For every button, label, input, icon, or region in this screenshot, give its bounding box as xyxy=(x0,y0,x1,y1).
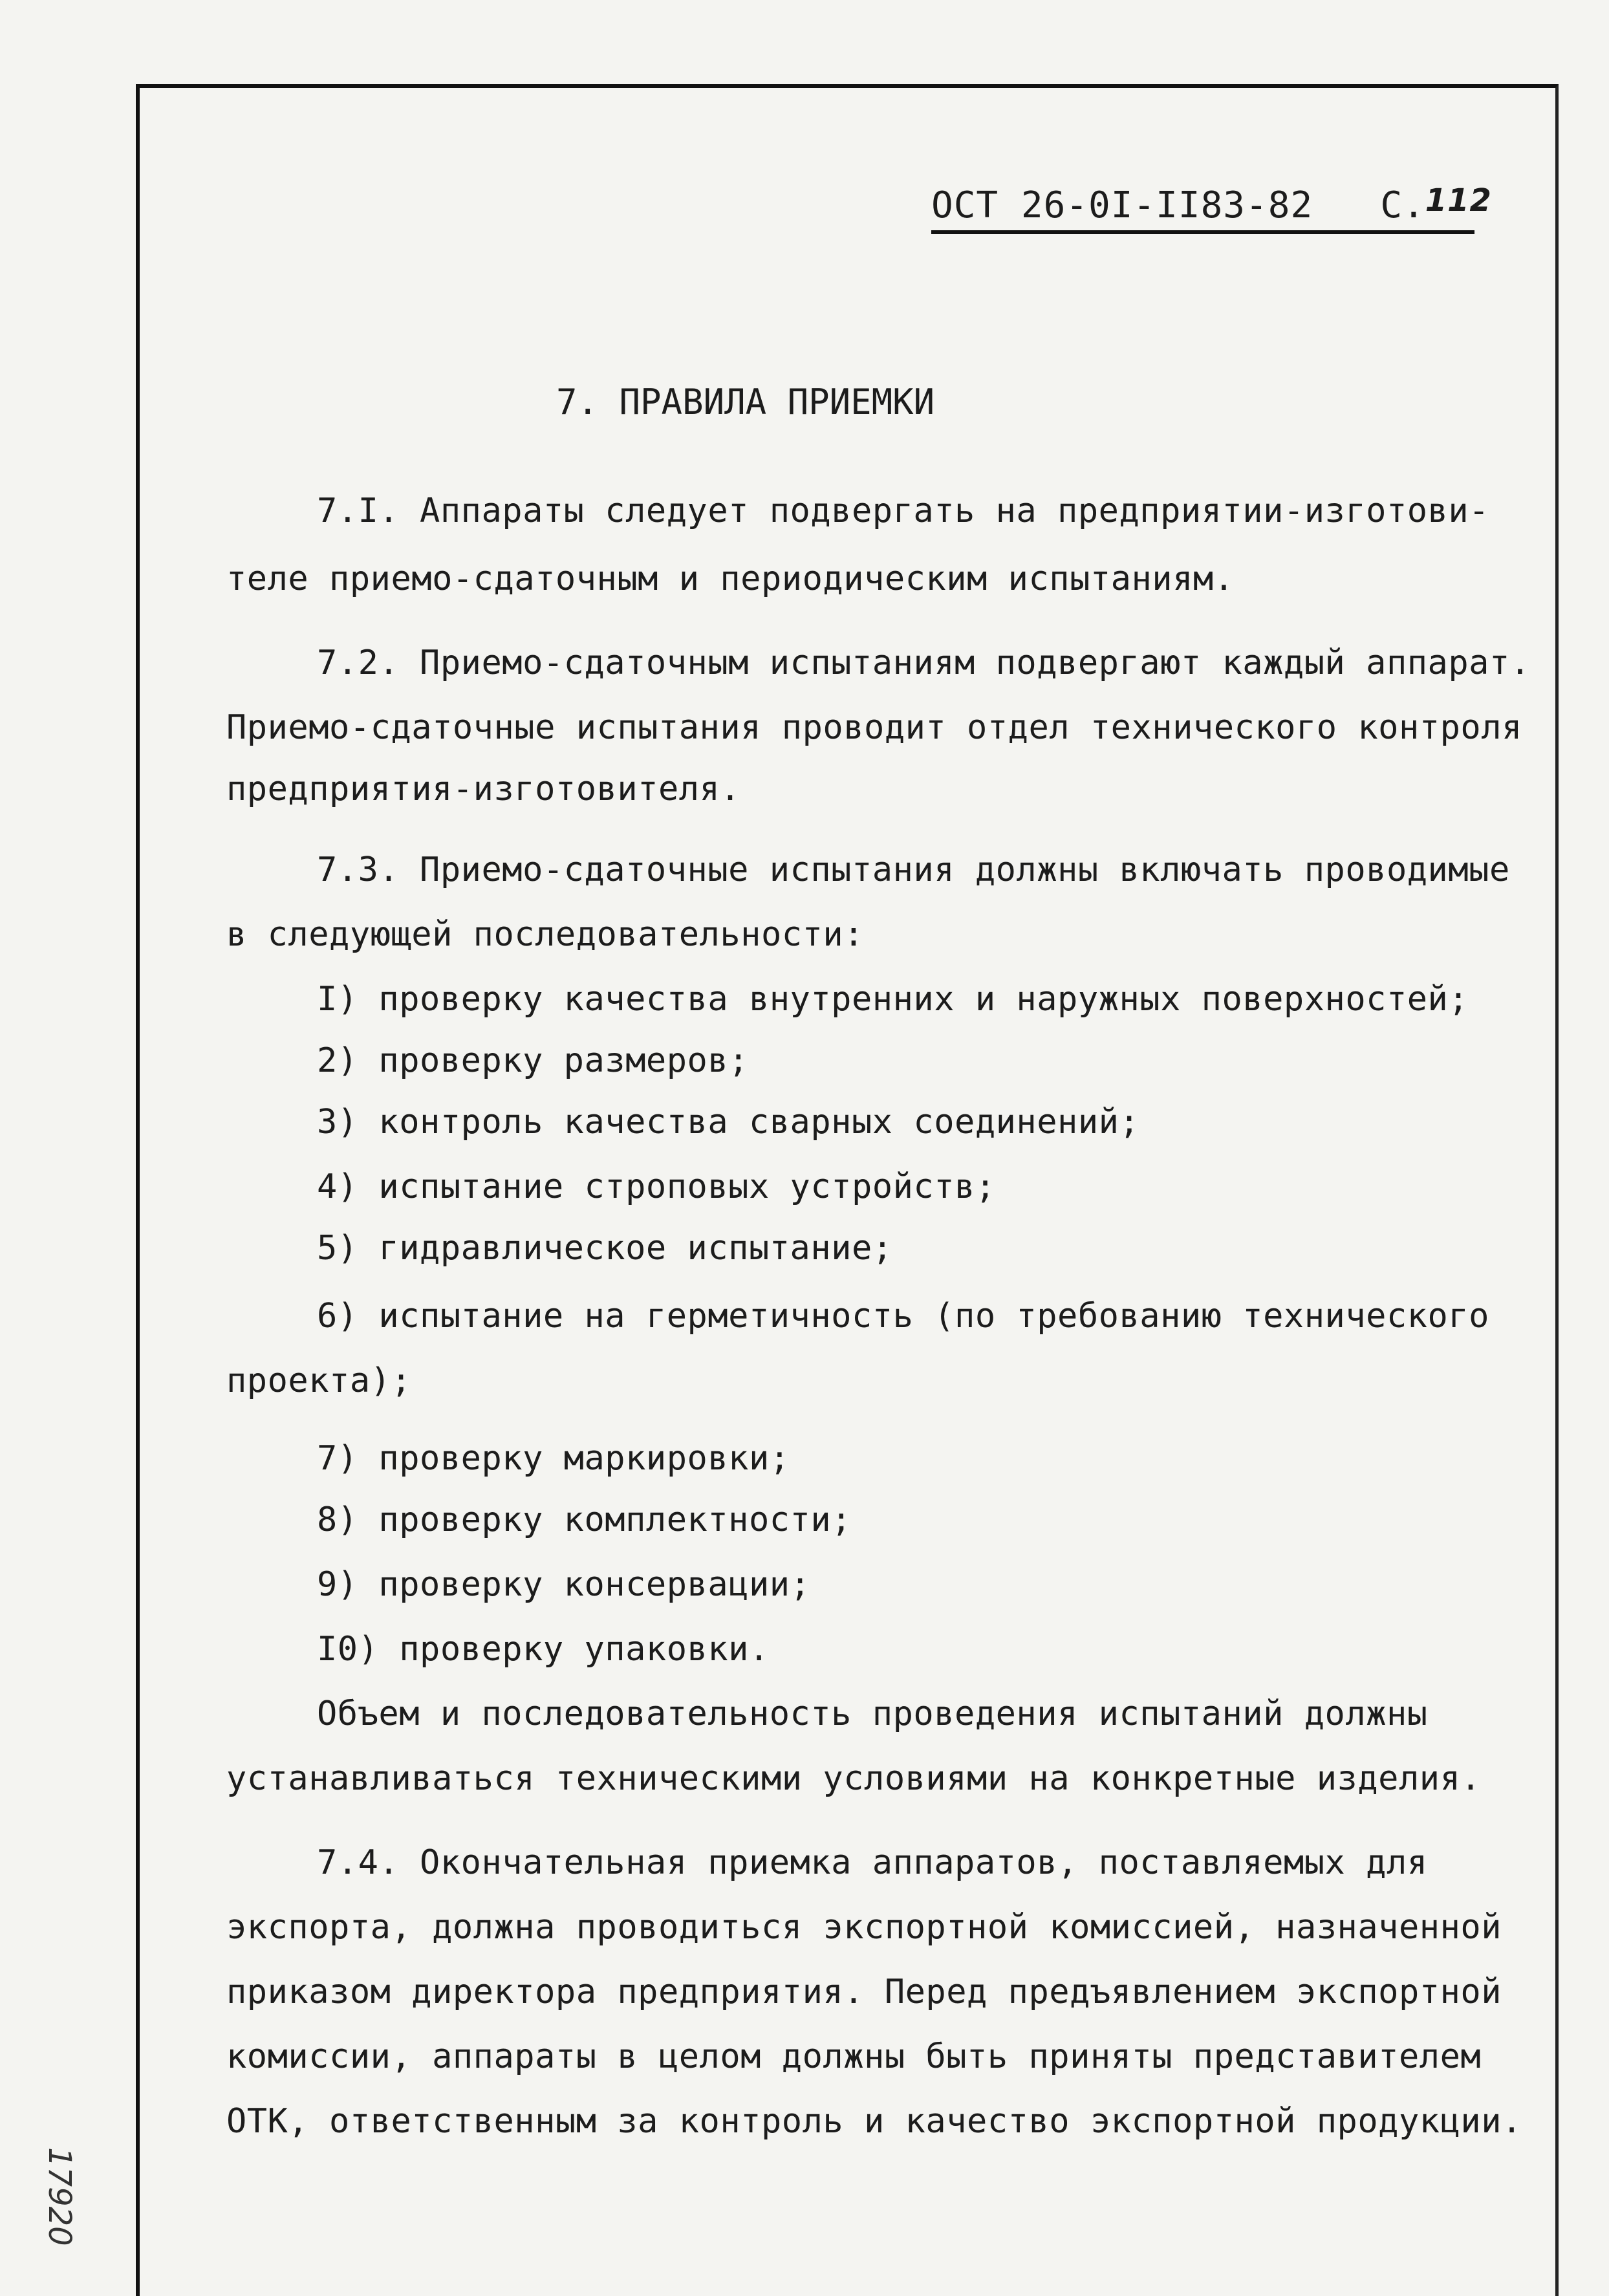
text-line: 7.3. Приемо-сдаточные испытания должны включать проводимые xyxy=(317,850,1510,889)
margin-note: 17920 xyxy=(41,2147,78,2246)
list-item: 3) контроль качества сварных соединений; xyxy=(317,1103,1140,1142)
text-line: ОТК, ответственным за контроль и качество экспортной продукции. xyxy=(226,2102,1522,2141)
list-item: 8) проверку комплектности; xyxy=(317,1500,852,1539)
list-item: I) проверку качества внутренних и наружных поверхностей; xyxy=(317,980,1469,1019)
list-item: 4) испытание строповых устройств; xyxy=(317,1167,996,1206)
text-line: устанавливаться техническими условиями на конкретные изделия. xyxy=(226,1759,1482,1798)
text-line: экспорта, должна проводиться экспортной комиссией, назначенной xyxy=(226,1908,1502,1947)
page-number: 112 xyxy=(1425,182,1492,219)
text-line: предприятия-изготовителя. xyxy=(226,770,741,808)
text-line: комиссии, аппараты в целом должны быть приняты представителем xyxy=(226,2037,1482,2076)
text-line: в следующей последовательности: xyxy=(226,915,865,954)
section-title: 7. ПРАВИЛА ПРИЕМКИ xyxy=(556,382,935,422)
text-line: теле приемо-сдаточным и периодическим испытаниям. xyxy=(226,559,1235,598)
page-prefix: С. xyxy=(1380,184,1425,226)
list-item: 9) проверку консервации; xyxy=(317,1565,811,1604)
list-item: проекта); xyxy=(226,1361,412,1400)
text-line: 7.4. Окончательная приемка аппаратов, поставляемых для xyxy=(317,1843,1428,1882)
text-line: 7.2. Приемо-сдаточным испытаниям подвергают каждый аппарат. xyxy=(317,644,1531,682)
text-line: Приемо-сдаточные испытания проводит отдел технического контроля xyxy=(226,708,1522,747)
list-item: 7) проверку маркировки; xyxy=(317,1439,790,1478)
text-line: 7.I. Аппараты следует подвергать на предприятии-изготови- xyxy=(317,492,1489,530)
list-item: 5) гидравлическое испытание; xyxy=(317,1229,893,1268)
document-code xyxy=(931,182,1492,226)
text-line: Объем и последовательность проведения испытаний должны xyxy=(317,1695,1428,1733)
header-underline xyxy=(931,230,1474,234)
text-line: приказом директора предприятия. Перед предъявлением экспортной xyxy=(226,1973,1502,2011)
list-item: 6) испытание на герметичность (по требованию технического xyxy=(317,1297,1489,1336)
list-item: I0) проверку упаковки. xyxy=(317,1630,770,1669)
list-item: 2) проверку размеров; xyxy=(317,1041,749,1080)
standard-code: ОСТ 26-0I-II83-82 xyxy=(931,184,1313,226)
